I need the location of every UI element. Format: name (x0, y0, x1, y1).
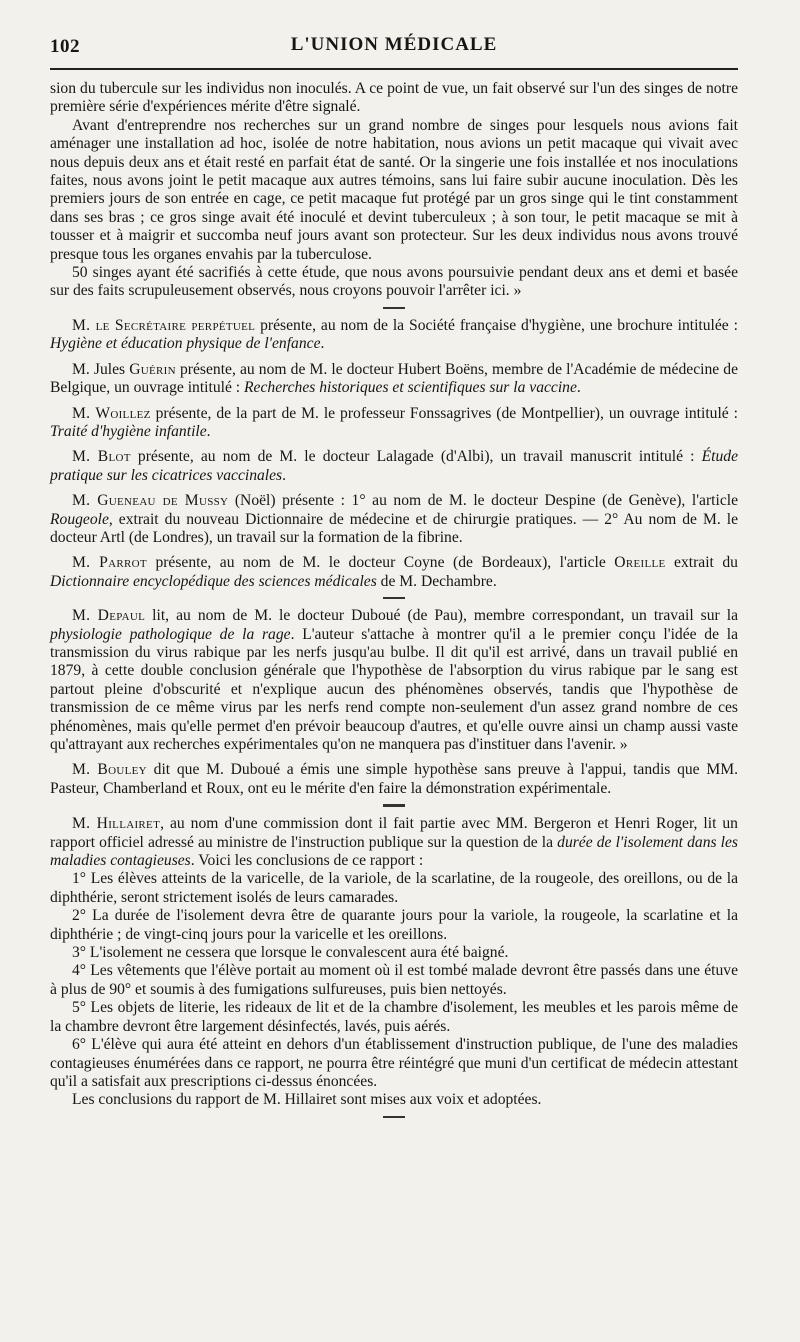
speaker-name: M. Bouley (72, 761, 147, 779)
article-paragraph-1: sion du tubercule sur les individus non inoculés. A ce point de vue, un fait observé sur l'un des singes de notre première série d'expériences mérite d'être signalé. (50, 80, 738, 116)
conclusion-item: 3° L'isolement ne cessera que lorsque le convalescent aura été baigné. (72, 944, 509, 962)
speaker-name: M. Depaul (72, 607, 146, 625)
work-title: Rougeole (50, 510, 109, 528)
presentation-gueneau-de-mussy (50, 492, 738, 547)
sentence-end: . (576, 379, 581, 397)
presentation-text: de M. Dechambre. (376, 572, 497, 590)
presentation-text: , extrait du nouveau Dictionnaire de médecine et de chirurgie pratiques. — 2° Au nom de M. le docteur Artl (de Londres), un travail sur la formation de la fibrine. (50, 510, 738, 546)
running-head (50, 26, 738, 66)
report-hillairet (50, 815, 738, 870)
remark-bouley (50, 761, 738, 798)
speaker-name: M. Blot (72, 448, 131, 466)
article-name: Oreille (614, 554, 666, 572)
presentation-parrot (50, 554, 738, 591)
speaker-name: Guérin (129, 360, 176, 378)
speaker-name: M. Gueneau de Mussy (72, 492, 229, 510)
work-title: Traité d'hygiène infantile (50, 422, 207, 440)
work-title: Recherches historiques et scientifiques sur la vaccine (244, 379, 577, 397)
presentation-text: présente, au nom de M. le docteur Lalagade (d'Albi), un travail manuscrit intitulé : (130, 448, 702, 466)
report-text: . Voici les conclusions de ce rapport : (190, 852, 424, 870)
speaker-name: M. le Secrétaire perpétuel (72, 316, 256, 334)
section-separator (383, 597, 405, 599)
article-paragraph-3: 50 singes ayant été sacrifiés à cette étude, que nous avons poursuivie pendant deux ans et demi et basée sur des faits scrupuleusement observés, nous croyons pouvoir l'arrêter ici. » (50, 264, 738, 300)
work-title: durée de l'isolement dans les maladies contagieuses (50, 833, 739, 870)
speaker-name: M. Parrot (72, 554, 147, 572)
remark-text: dit que M. Duboué a émis une simple hypothèse sans preuve à l'appui, tandis que MM. Pasteur, Chamberland et Roux, ont eu le mérite d'en faire la démonstration expérimentale. (50, 761, 738, 797)
conclusion-item: 5° Les objets de literie, les rideaux de lit et de la chambre d'isolement, les meubles et les parois même de la chambre devront être largement désinfectés, lavés, puis aérés. (50, 999, 738, 1035)
conclusion-item: 1° Les élèves atteints de la varicelle, de la variole, de la scarlatine, de la rougeole, des oreillons, ou de la diphthérie, seront strictement isolés de leurs camarades. (50, 870, 738, 906)
section-separator (383, 307, 405, 309)
speaker-name: M. Woillez (72, 404, 151, 422)
presentation-secretaire (50, 317, 738, 354)
conclusion-item: 4° Les vêtements que l'élève portait au moment où il est tombé malade devront être passés dans une étuve à plus de 90° et soumis à des fumigations sulfureuses, puis bien nettoyés. (50, 962, 738, 998)
report-closing: Les conclusions du rapport de M. Hillairet sont mises aux voix et adoptées. (72, 1091, 542, 1109)
conclusion-item: 6° L'élève qui aura été atteint en dehors d'un établissement d'instruction publique, de l'une des maladies contagieuses énumérées dans ce rapport, ne pourra être réintégré que muni d'un certificat de médecin attestant qu'il a satisfait aux prescriptions ci-dessus énoncées. (50, 1036, 738, 1090)
work-title: Dictionnaire encyclopédique des sciences médicales (50, 572, 377, 590)
sentence-end: . (206, 422, 211, 440)
speaker-name: M. Hillairet (72, 815, 161, 833)
reading-text: lit, au nom de M. le docteur Duboué (de Pau), membre correspondant, un travail sur la (145, 607, 738, 625)
report-text: , au nom d'une commission dont il fait partie avec MM. Bergeron et Henri Roger, lit un rapport officiel adressé au ministre de l'instruction publique sur la question de la (50, 815, 738, 851)
presentation-text: présente, au nom de la Société française d'hygiène, une brochure intitulée : (255, 316, 738, 334)
header-rule (50, 68, 738, 70)
presentation-guerin (50, 361, 738, 398)
work-title: physiologie pathologique de la rage (50, 625, 291, 643)
presentation-text: présente, de la part de M. le professeur Fonssagrives (de Montpellier), un ouvrage intitulé : (150, 404, 738, 422)
presentation-blot (50, 448, 738, 485)
presentation-text: (Noël) présente : 1° au nom de M. le docteur Despine (de Genève), l'article (228, 492, 738, 510)
reading-depaul (50, 607, 738, 754)
sentence-end: . (320, 335, 325, 353)
speaker-prefix: M. Jules (72, 360, 130, 378)
page-content (50, 80, 738, 1118)
article-paragraph-2: Avant d'entreprendre nos recherches sur un grand nombre de singes pour lesquels nous avions fait aménager une installation ad hoc, isolée de notre habitation, nous avions un petit macaque qui vivait avec nous depuis deux ans et était resté en parfait état de santé. Or la singerie une fois installée et nos inoculations faites, nous avons joint le petit macaque aux autres témoins, sans lui faire subir aucune inoculation. Dès les premiers jours de son entrée en cage, ce petit macaque fut protégé par un gros singe qui le tint constamment dans ses bras ; ce gros singe avait été inoculé et devint tuberculeux ; à son tour, le petit macaque se mit à tousser et à maigrir et succomba neuf jours avant son protecteur. Sur les deux individus nous avons trouvé presque tous les organes envahis par la tuberculose. (50, 116, 738, 263)
sentence-end: . (282, 466, 287, 484)
presentation-text: extrait du (665, 554, 738, 572)
page-number: 102 (50, 36, 80, 57)
work-title: Étude pratique sur les cicatrices vaccinales (50, 448, 739, 484)
conclusion-item: 2° La durée de l'isolement devra être de quarante jours pour la variole, la rougeole, la scarlatine et la diphthérie ; de vingt-cinq jours pour la varicelle et les oreillons. (50, 907, 738, 943)
presentation-text: présente, au nom de M. le docteur Coyne (de Bordeaux), l'article (146, 554, 615, 572)
work-title: Hygiène et éducation physique de l'enfance (50, 335, 321, 353)
reading-text: . L'auteur s'attache à montrer qu'il a le premier conçu l'idée de la transmission du virus rabique par les nerfs jusqu'au bulbe. Il dit qu'il est arrivé, dans un travail publié en 1879, à cette double conclusion générale que l'hypothèse de l'absorption du virus rabique par le sang est partout pleine d'obscurité et n'explique aucun des phénomènes observés, tandis que l'hypothèse de transmission de ce même virus par les nerfs rend compte non-seulement d'un assez grand nombre de ces phénomènes, mais qu'elle permet d'en prévoir beaucoup d'autres, et qu'elle ouvre ainsi un champ aussi vaste qu'attrayant aux recherches expérimentales qu'on ne manquera pas d'instituer dans l'avenir. » (50, 625, 738, 753)
section-separator (383, 1116, 405, 1118)
presentation-text: présente, au nom de M. le docteur Hubert Boëns, membre de l'Académie de médecine de Belgique, un ouvrage intitulé : (50, 360, 739, 397)
section-separator (383, 804, 405, 807)
presentation-woillez (50, 405, 738, 442)
journal-title: L'UNION MÉDICALE (290, 34, 498, 55)
